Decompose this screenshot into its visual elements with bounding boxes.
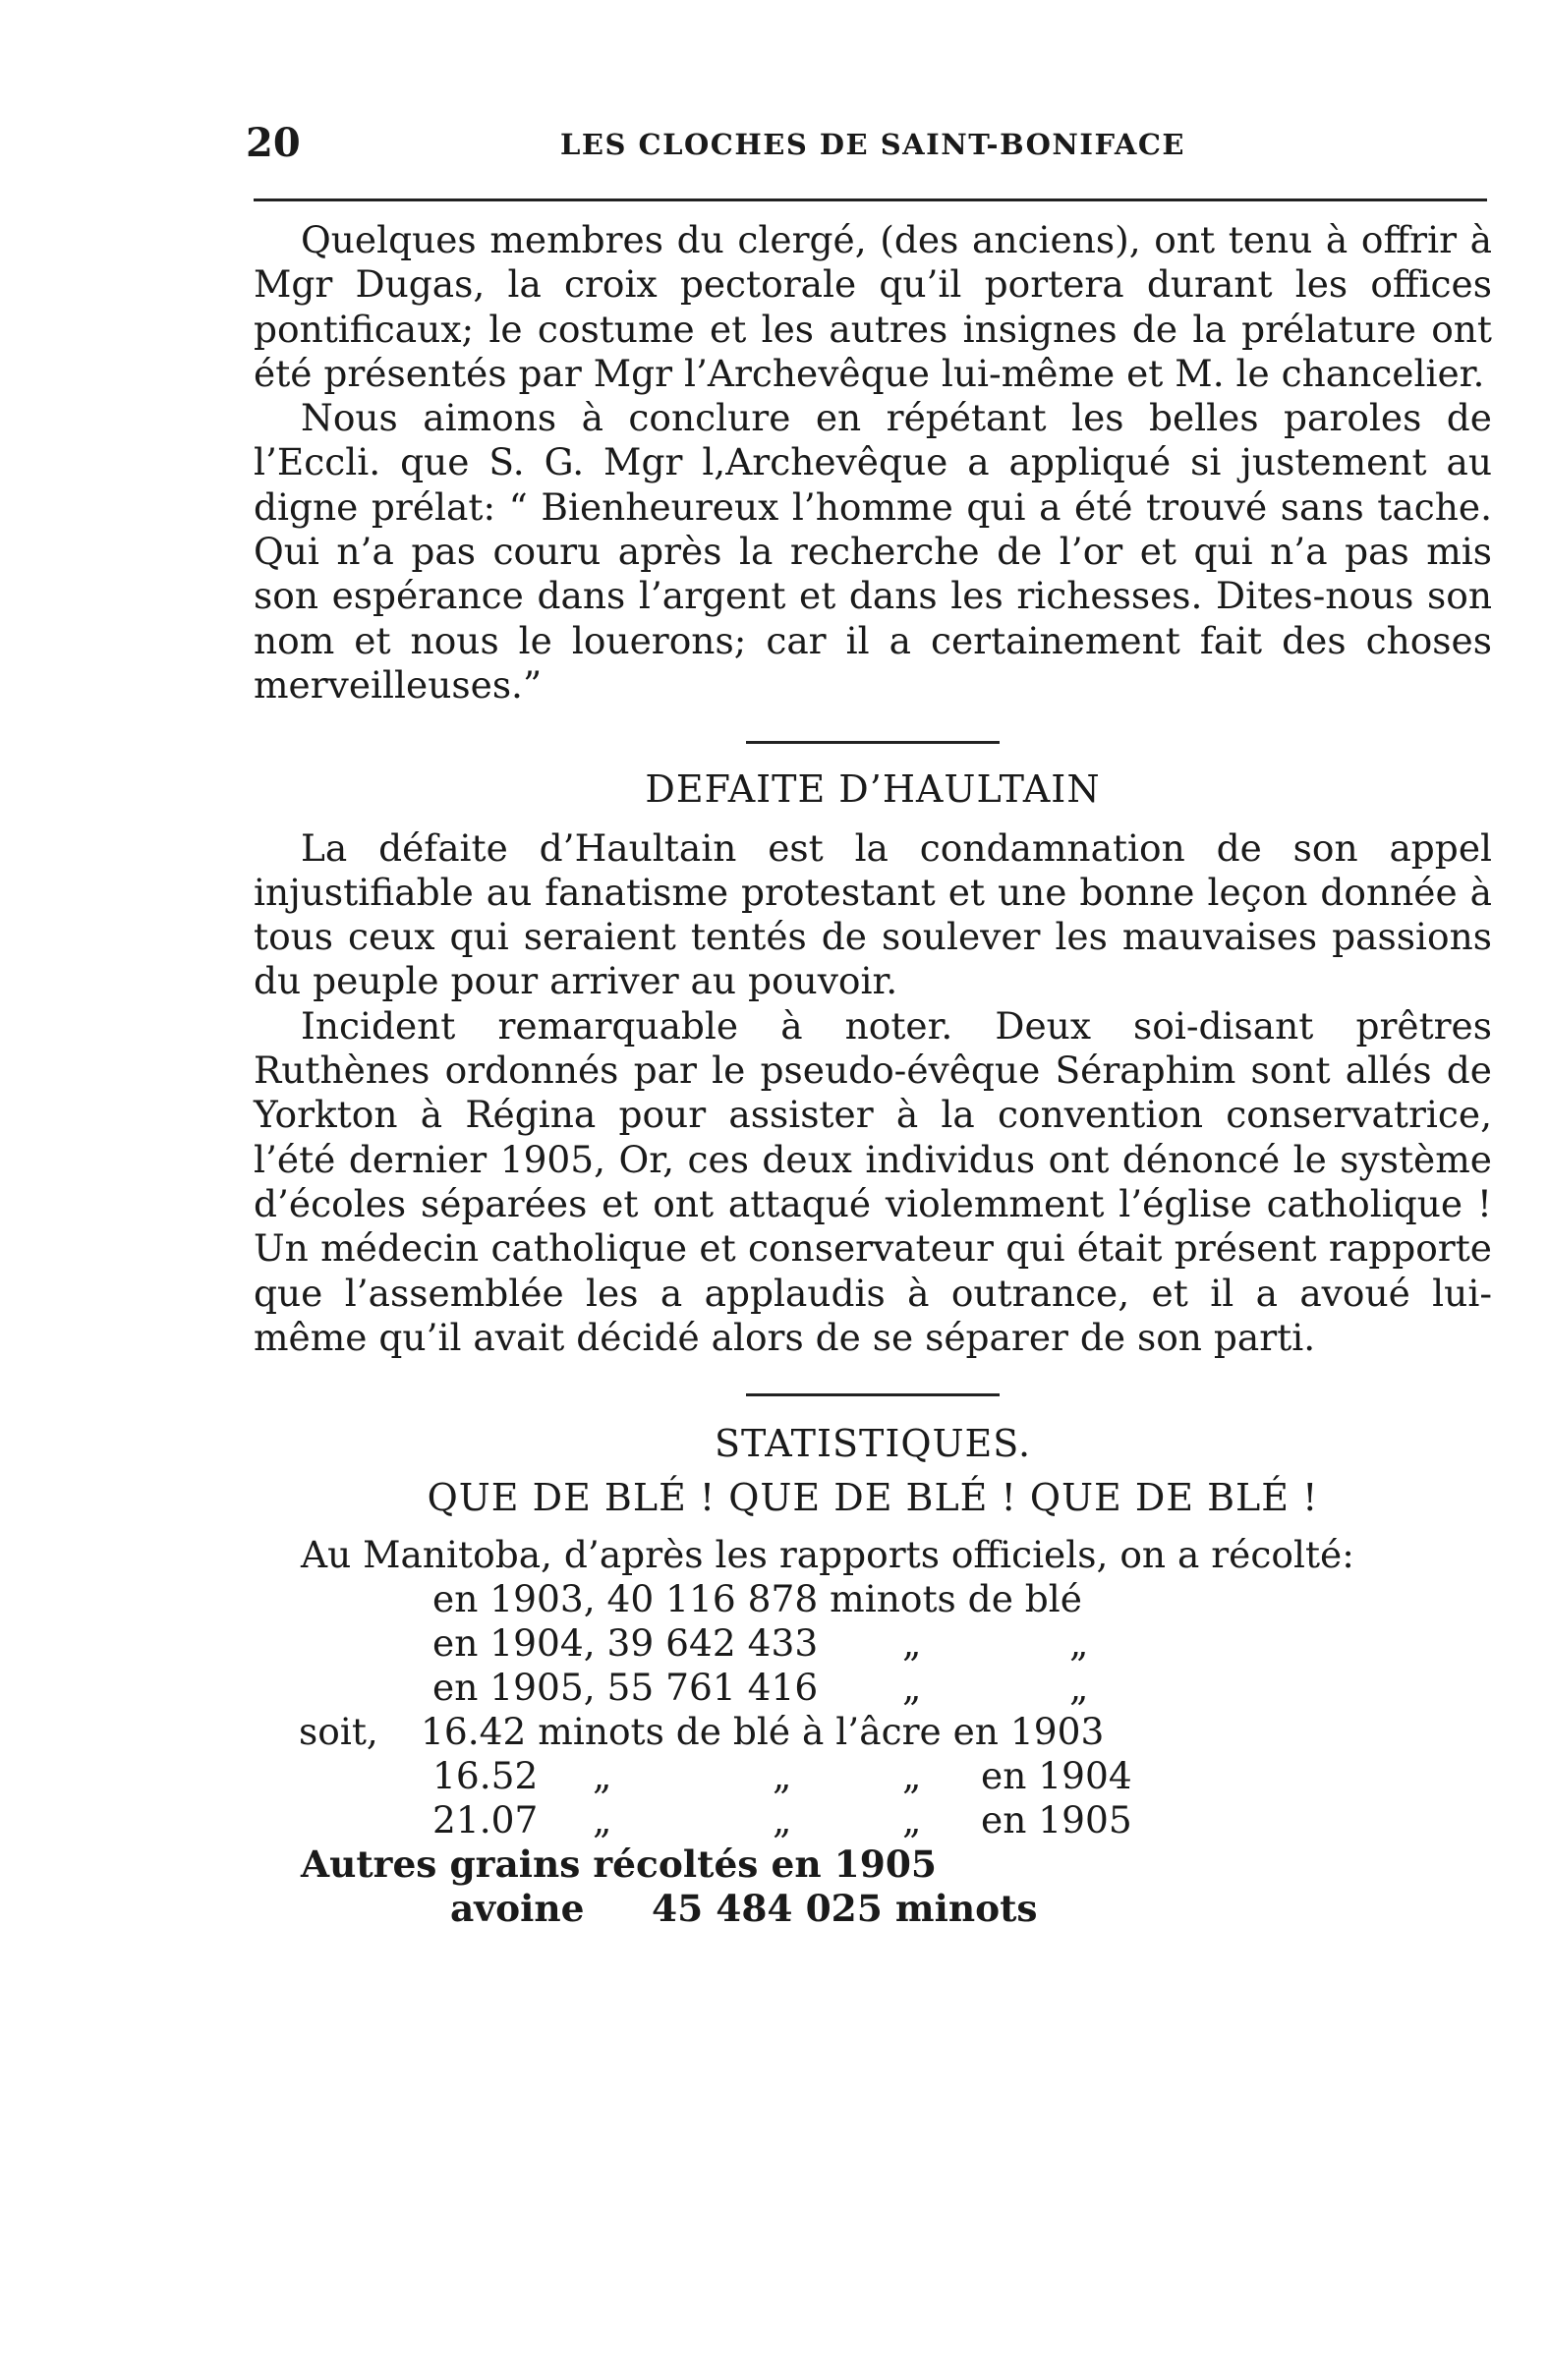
- section-heading-statistiques: STATISTIQUES.: [714, 1422, 1032, 1466]
- ditto-mark: „: [902, 1665, 922, 1709]
- stats-intro: Au Manitoba, d’après les rapports officiels, on a récolté:: [301, 1532, 1354, 1576]
- oats-label: avoine: [450, 1886, 585, 1930]
- harvest-row: [254, 1621, 1492, 1666]
- stats-intro-line: [254, 1533, 1492, 1577]
- soit-label: soit,: [299, 1709, 378, 1753]
- ditto-mark: „: [773, 1797, 792, 1842]
- ditto-mark: „: [773, 1753, 792, 1797]
- harvest-row: [254, 1577, 1492, 1621]
- statistics-block: [254, 1533, 1492, 1931]
- ditto-mark: „: [593, 1753, 612, 1797]
- other-grains-label: Autres grains récoltés en 1905: [301, 1842, 938, 1886]
- ditto-mark: „: [902, 1620, 922, 1665]
- yield-year: en 1904: [981, 1753, 1132, 1797]
- yield-year: en 1905: [981, 1797, 1132, 1842]
- section-heading-defaite: DEFAITE D’HAULTAIN: [645, 767, 1101, 812]
- yield-row: [254, 1798, 1492, 1842]
- yield-row: [254, 1754, 1492, 1798]
- ditto-mark: „: [902, 1753, 922, 1797]
- stats-subheading: QUE DE BLÉ ! QUE DE BLÉ ! QUE DE BLÉ !: [427, 1476, 1319, 1520]
- ditto-mark: „: [593, 1797, 612, 1842]
- defaite-paragraph: La défaite d’Haultain est la condamnation de son appel injustifiable au fanatisme protestant et une bonne leçon donnée à tous ceux qui seraient tentés de soulever les mauvaises passions du peuple pour arriver au pouvoir.: [254, 825, 1492, 1003]
- section-divider: [746, 741, 1000, 744]
- oats-amount: 45 484 025 minots: [652, 1886, 1038, 1930]
- yield-value: 21.07: [432, 1797, 539, 1842]
- harvest-1904: en 1904, 39 642 433: [432, 1620, 819, 1665]
- yield-row: [254, 1710, 1492, 1754]
- harvest-1903: en 1903, 40 116 878 minots de blé: [432, 1576, 1082, 1620]
- ditto-mark: „: [902, 1797, 922, 1842]
- harvest-1905: en 1905, 55 761 416: [432, 1665, 819, 1709]
- ditto-mark: „: [1069, 1620, 1089, 1665]
- page-body: [254, 218, 1492, 1931]
- harvest-row: [254, 1666, 1492, 1710]
- page-number: 20: [246, 120, 301, 166]
- page-header: [246, 120, 1484, 179]
- intro-paragraph: Nous aimons à conclure en répétant les belles paroles de l’Eccli. que S. G. Mgr l,Archevêque a appliqué si justement au digne prélat: “ Bienheureux l’homme qui a été trouvé sans tache. Qui n’a pas couru après la recherche de l’or et qui n’a pas mis son espérance dans l’argent et dans les richesses. Dites-nous son nom et nous le louerons; car il a certainement fait des choses merveilleuses.”: [254, 396, 1492, 707]
- running-title: LES CLOCHES DE SAINT-BONIFACE: [560, 128, 1186, 161]
- ditto-mark: „: [1069, 1665, 1089, 1709]
- oats-row: [254, 1887, 1492, 1931]
- yield-value: 16.52: [432, 1753, 539, 1797]
- section-divider: [746, 1393, 1000, 1396]
- other-grains-row: [254, 1842, 1492, 1887]
- yield-1903: 16.42 minots de blé à l’âcre en 1903: [421, 1709, 1105, 1753]
- header-rule: [254, 198, 1487, 201]
- defaite-paragraph: Incident remarquable à noter. Deux soi-disant prêtres Ruthènes ordonnés par le pseudo-évêque Séraphim sont allés de Yorkton à Régina pour assister à la convention conservatrice, l’été dernier 1905, Or, ces deux individus ont dénoncé le système d’écoles séparées et ont attaqué violemment l’église catholique ! Un médecin catholique et conservateur qui était présent rapporte que l’assemblée les a applaudis à outrance, et il a avoué lui-même qu’il avait décidé alors de se séparer de son parti.: [254, 1003, 1492, 1359]
- intro-paragraph: Quelques membres du clergé, (des anciens), ont tenu à offrir à Mgr Dugas, la croix pectorale qu’il portera durant les offices pontificaux; le costume et les autres insignes de la prélature ont été présentés par Mgr l’Archevêque lui-même et M. le chancelier.: [254, 218, 1492, 395]
